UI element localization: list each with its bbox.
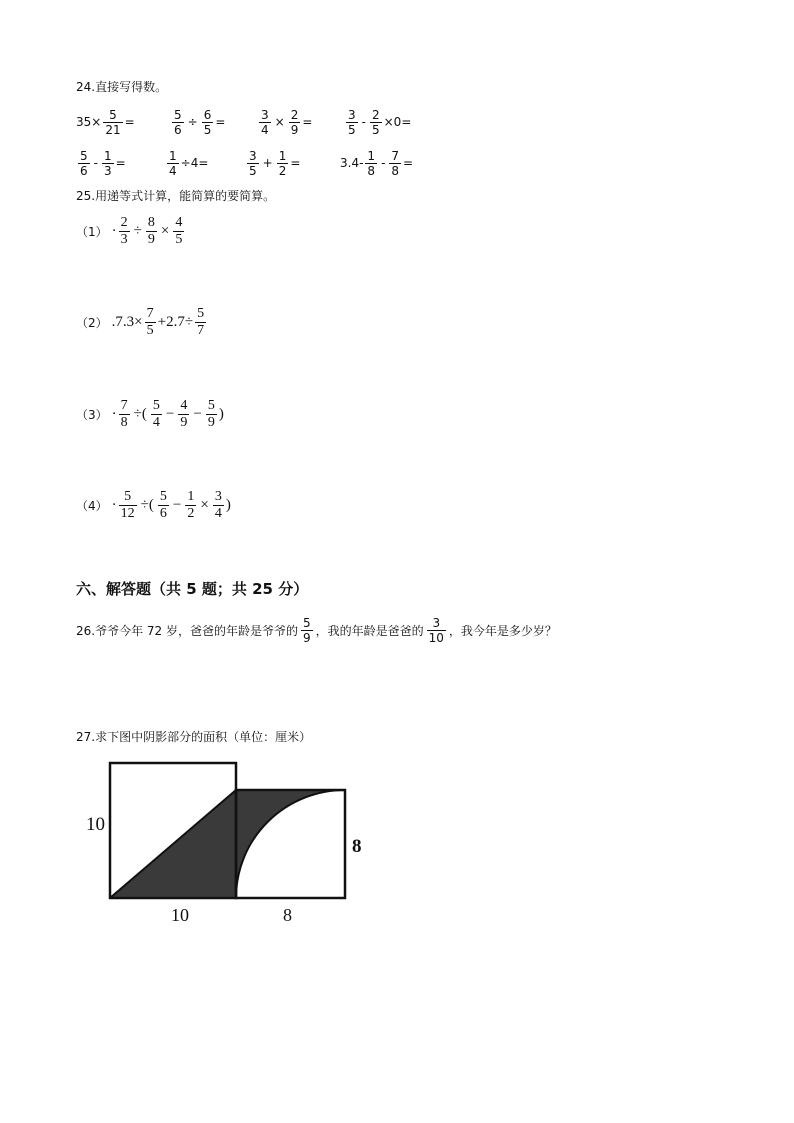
dot: · — [111, 405, 117, 422]
expression — [112, 307, 208, 338]
operator: × — [200, 496, 209, 513]
q25-part4 — [76, 483, 231, 527]
q26-text-3: ，我今年是多少岁？ — [448, 623, 557, 638]
close-paren: ) — [218, 405, 224, 422]
q24-row2-d — [340, 143, 413, 183]
part-label: （1） — [76, 224, 108, 239]
fraction: $\frac{5}{9}$ — [302, 615, 311, 645]
fraction: $\frac{5}{6}$ — [80, 148, 88, 178]
q24-row2-c — [245, 143, 300, 183]
fraction: $\frac{5}{6}$ — [174, 107, 182, 137]
fraction: $\frac{5}{9}$ — [207, 397, 215, 430]
operator: - — [361, 115, 366, 129]
expression — [112, 399, 224, 430]
fraction: $\frac{3}{10}$ — [428, 615, 444, 645]
part-label: （3） — [76, 407, 108, 422]
expression — [112, 216, 187, 247]
operator: − — [172, 496, 182, 513]
q25-part3 — [76, 392, 224, 436]
fraction: $\frac{7}{8}$ — [391, 148, 400, 178]
q24-row1-b — [170, 102, 225, 142]
q25-part1 — [76, 209, 186, 253]
fraction: $\frac{7}{8}$ — [120, 397, 128, 430]
fraction: $\frac{4}{9}$ — [180, 397, 188, 430]
middle: +2.7÷ — [157, 313, 194, 330]
fraction: $\frac{2}{3}$ — [120, 214, 128, 247]
q26-text-1: 26.爷爷今年 72 岁，爸爸的年龄是爷爷的 — [76, 623, 298, 638]
fraction: $\frac{5}{7}$ — [197, 305, 205, 338]
lead: 35× — [76, 115, 102, 129]
lead: 3.4- — [340, 156, 364, 170]
operator: ÷( — [140, 496, 154, 513]
fraction: $\frac{5}{21}$ — [105, 107, 121, 137]
operator: ÷ — [133, 222, 142, 239]
bottom-left-label: 10 — [171, 905, 189, 925]
geometry-figure — [80, 758, 380, 933]
right-side-label: 8 — [352, 836, 362, 857]
lead: .7.3× — [111, 313, 143, 330]
operator: - — [381, 156, 386, 170]
q25-part2 — [76, 300, 208, 344]
part-label: （4） — [76, 498, 108, 513]
fraction: $\frac{8}{9}$ — [147, 214, 155, 247]
section-title: 六、解答题（共 5 题；共 25 分） — [76, 580, 309, 598]
q26 — [76, 610, 557, 650]
q24-row2-b — [165, 143, 208, 183]
fraction: $\frac{6}{5}$ — [203, 107, 212, 137]
expression — [112, 490, 231, 521]
operator: × — [274, 115, 285, 129]
fraction: $\frac{7}{5}$ — [146, 305, 154, 338]
q26-text-2: ，我的年龄是爸爸的 — [315, 623, 424, 638]
fraction: $\frac{1}{2}$ — [278, 148, 287, 178]
fraction: $\frac{3}{5}$ — [348, 107, 356, 137]
tail: ÷4= — [180, 156, 209, 170]
q24-row1-a — [76, 102, 135, 142]
q24-title: 24.直接写得数。 — [76, 80, 168, 94]
tail: = — [302, 115, 313, 129]
operator: − — [193, 405, 202, 422]
fraction: $\frac{1}{8}$ — [367, 148, 376, 178]
fraction: $\frac{2}{5}$ — [371, 107, 380, 137]
fraction: $\frac{5}{12}$ — [120, 488, 135, 521]
operator: − — [165, 405, 175, 422]
q24-row1-d — [344, 102, 411, 142]
tail: = — [115, 156, 126, 170]
shaded-region — [110, 790, 345, 898]
operator: ÷ — [187, 115, 198, 129]
fraction: $\frac{5}{6}$ — [159, 488, 167, 521]
fraction: $\frac{1}{3}$ — [103, 148, 112, 178]
operator: - — [93, 156, 98, 170]
dot: · — [111, 496, 117, 513]
q27-title: 27.求下图中阴影部分的面积（单位：厘米） — [76, 730, 312, 744]
fraction: $\frac{1}{4}$ — [169, 148, 177, 178]
close-paren: ) — [225, 496, 231, 513]
operator: × — [160, 222, 170, 239]
tail: = — [403, 156, 414, 170]
q24-row1-c — [257, 102, 312, 142]
bottom-right-label: 8 — [283, 905, 292, 925]
fraction: $\frac{4}{5}$ — [175, 214, 183, 247]
dot: · — [111, 222, 117, 239]
tail: = — [215, 115, 226, 129]
fraction: $\frac{3}{4}$ — [261, 107, 269, 137]
fraction: $\frac{3}{5}$ — [249, 148, 257, 178]
operator: + — [262, 156, 273, 170]
part-label: （2） — [76, 315, 108, 330]
fraction: $\frac{2}{9}$ — [290, 107, 299, 137]
tail: = — [124, 115, 135, 129]
left-side-label: 10 — [86, 814, 105, 835]
fraction: $\frac{3}{4}$ — [214, 488, 222, 521]
fraction: $\frac{5}{4}$ — [152, 397, 160, 430]
q24-row2-a — [76, 143, 126, 183]
tail: = — [290, 156, 301, 170]
operator: ÷( — [133, 405, 147, 422]
q25-title: 25.用递等式计算，能简算的要简算。 — [76, 189, 276, 203]
tail: ×0= — [383, 115, 412, 129]
fraction: $\frac{1}{2}$ — [187, 488, 195, 521]
